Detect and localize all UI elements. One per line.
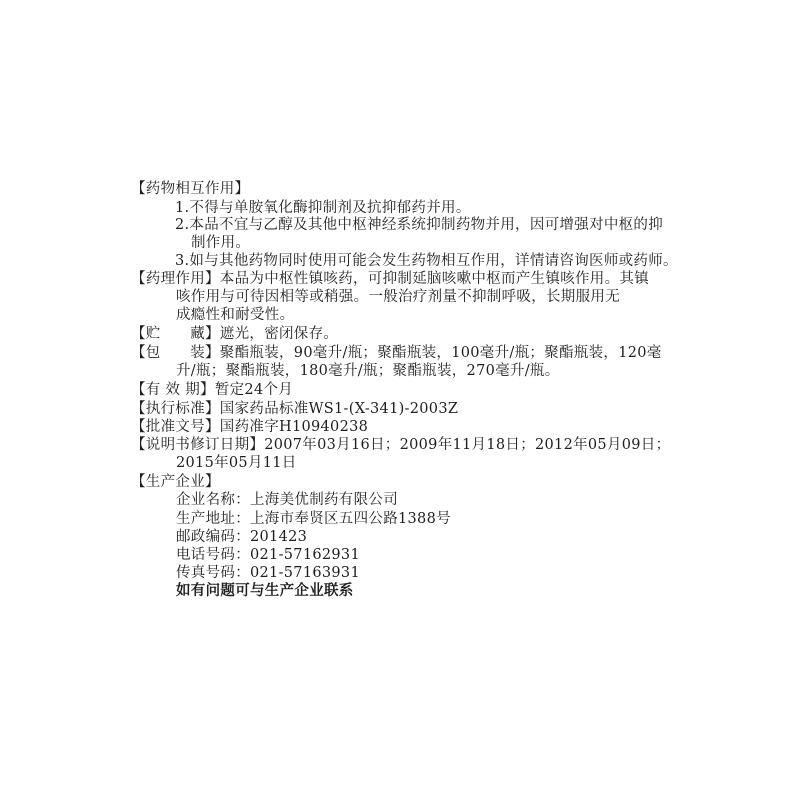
interactions-item-2-line1: 2.本品不宜与乙醇及其他中枢神经系统抑制药物并用，因可增强对中枢的抑 (175, 217, 664, 233)
approval-line: 【批准文号】国药准字H10940238 (131, 419, 369, 435)
revision-line2: 2015年05月11日 (176, 455, 297, 471)
interactions-item-3: 3.如与其他药物同时使用可能会发生药物相互作用，详情请咨询医师或药师。 (175, 253, 678, 269)
manufacturer-postcode: 邮政编码：201423 (176, 529, 308, 545)
storage-line: 【贮 藏】遮光，密闭保存。 (131, 326, 339, 342)
interactions-heading: 【药物相互作用】 (131, 181, 250, 197)
manufacturer-address: 生产地址：上海市奉贤区五四公路1388号 (176, 511, 451, 527)
manufacturer-phone: 电话号码：021-57162931 (176, 547, 360, 563)
pharmacology-line1: 【药理作用】本品为中枢性镇咳药，可抑制延脑咳嗽中枢而产生镇咳作用。其镇 (131, 271, 649, 287)
pharmacology-line3: 成瘾性和耐受性。 (176, 307, 295, 323)
interactions-item-1: 1.不得与单胺氧化酶抑制剂及抗抑郁药并用。 (175, 200, 471, 216)
pharmacology-line2: 咳作用与可待因相等或稍强。一般治疗剂量不抑制呼吸，长期服用无 (176, 289, 620, 305)
validity-line: 【有 效 期】暂定24个月 (131, 382, 294, 398)
manufacturer-name: 企业名称：上海美优制药有限公司 (176, 492, 398, 508)
manufacturer-fax: 传真号码：021-57163931 (176, 565, 360, 581)
revision-line1: 【说明书修订日期】2007年03月16日；2009年11月18日；2012年05月09日； (131, 437, 671, 453)
packaging-line1: 【包 装】聚酯瓶装，90毫升/瓶；聚酯瓶装，100毫升/瓶；聚酯瓶装，120毫 (131, 345, 662, 361)
interactions-item-2-line2: 制作用。 (191, 235, 251, 251)
manufacturer-heading: 【生产企业】 (131, 474, 220, 490)
manufacturer-contact-note: 如有问题可与生产企业联系 (176, 583, 354, 599)
packaging-line2: 升/瓶；聚酯瓶装，180毫升/瓶；聚酯瓶装，270毫升/瓶。 (176, 363, 560, 379)
standard-line: 【执行标准】国家药品标准WS1-(X-341)-2003Z (131, 401, 459, 417)
